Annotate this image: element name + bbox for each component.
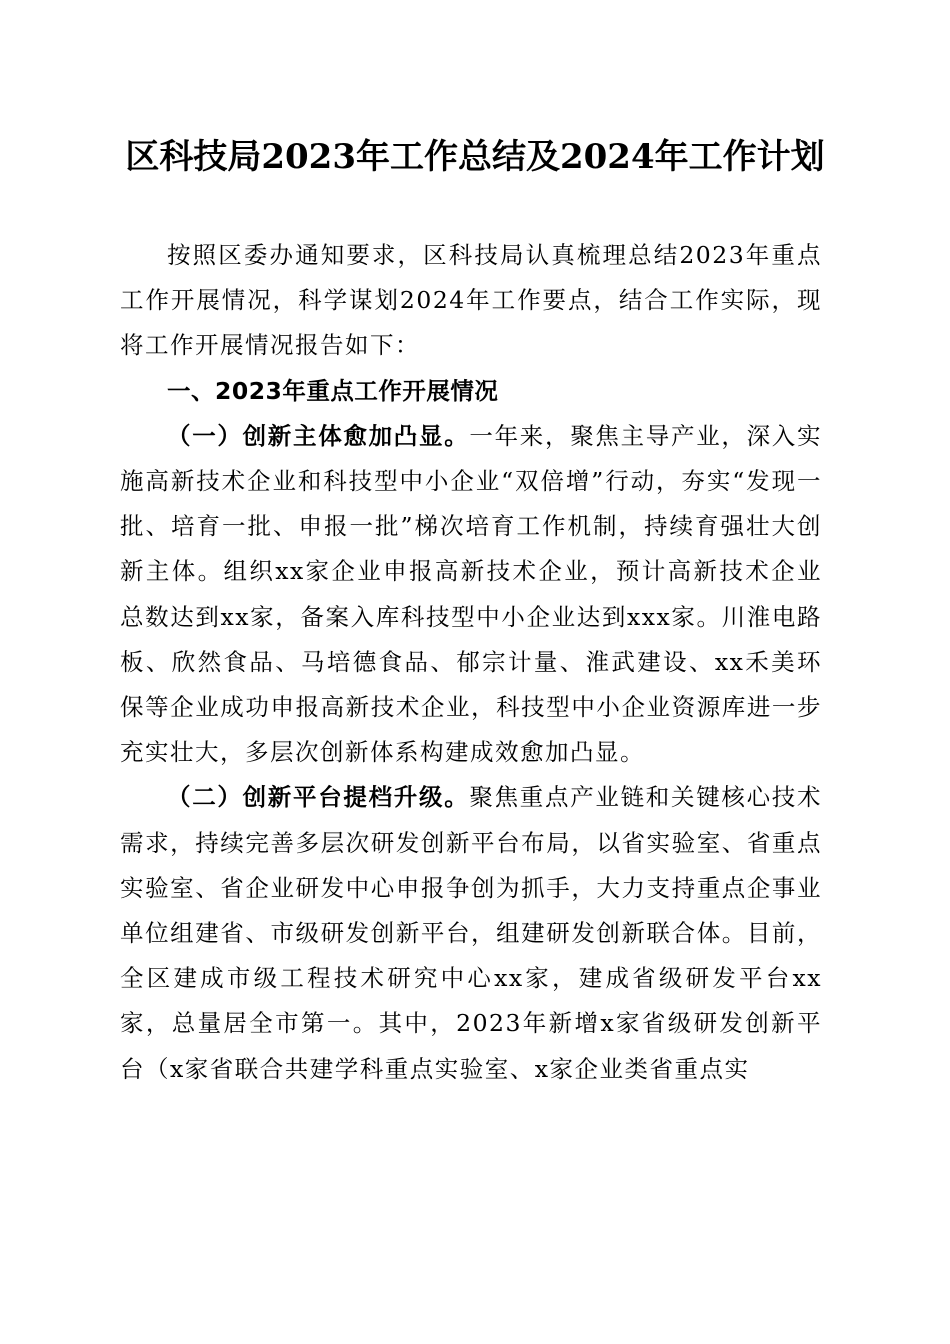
subsection-2-paragraph [120, 775, 822, 1091]
section-heading: 一、2023年重点工作开展情况 [167, 376, 499, 405]
subsection-2-body: 聚焦重点产业链和关键核心技术需求，持续完善多层次研发创新平台布局，以省实验室、省重点实验室、省企业研发中心申报争创为抓手，大力支持重点企事业单位组建省、市级研发创新平台，组建研发创新联合体。目前，全区建成市级工程技术研究中心xx家，建成省级研发平台xx家，总量居全市第一。其中，2023年新增x家省级研发创新平台（x家省联合共建学科重点实验室、x家企业类省重点实 [120, 783, 823, 1083]
subsection-1-heading: （一）创新主体愈加凸显。 [167, 421, 470, 450]
document-body [120, 233, 822, 1092]
subsection-1-body: 一年来，聚焦主导产业，深入实施高新技术企业和科技型中小企业“双倍增”行动，夯实“发现一批、培育一批、申报一批”梯次培育工作机制，持续育强壮大创新主体。组织xx家企业申报高新技术企业，预计高新技术企业总数达到xx家，备案入库科技型中小企业达到xxx家。川淮电路板、欣然食品、马培德食品、郁宗计量、淮武建设、xx禾美环保等企业成功申报高新技术企业，科技型中小企业资源库进一步充实壮大，多层次创新体系构建成效愈加凸显。 [120, 421, 823, 767]
subsection-1-paragraph [120, 414, 822, 776]
intro-paragraph: 按照区委办通知要求，区科技局认真梳理总结2023年重点工作开展情况，科学谋划2024年工作要点，结合工作实际，现将工作开展情况报告如下： [120, 241, 822, 360]
document-title: 区科技局2023年工作总结及2024年工作计划 [125, 137, 825, 177]
subsection-2-heading: （二）创新平台提档升级。 [167, 783, 470, 812]
